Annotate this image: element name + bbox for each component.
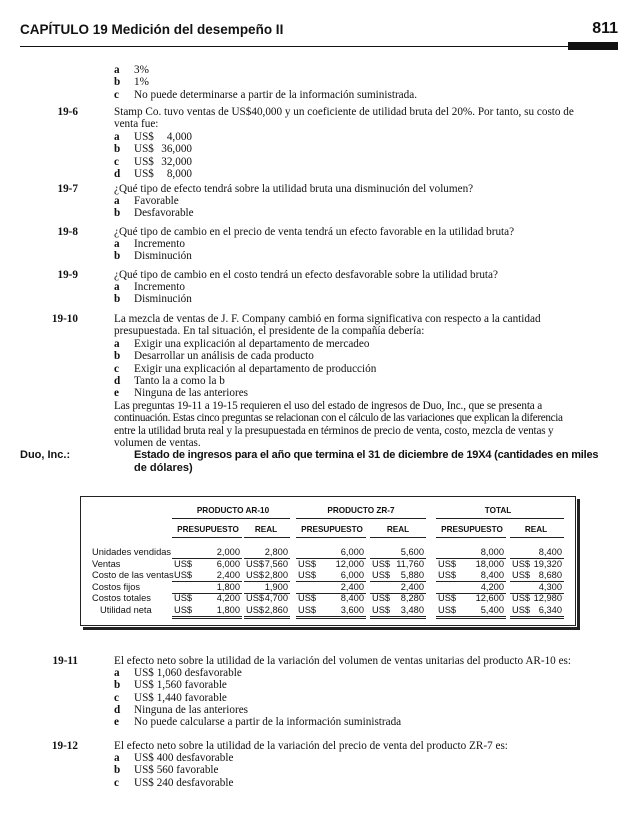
cell-currency: US$	[438, 605, 457, 615]
table-cell	[370, 593, 426, 604]
row-label: Ventas	[92, 559, 121, 569]
column-header: REAL	[524, 525, 548, 534]
table-cell	[510, 570, 564, 582]
question-text: ¿Qué tipo de cambio en el costo tendrá un efecto desfavorable sobre la utilidad bruta?	[114, 269, 498, 281]
option: b US$ 1,560 favorable	[114, 679, 227, 692]
option: a US$ 400 desfavorable	[114, 752, 234, 764]
q-prev-options	[114, 64, 574, 101]
group-rule	[436, 518, 564, 519]
table-cell	[244, 570, 290, 582]
cell-value: 6,000	[340, 570, 364, 580]
table-cell	[172, 559, 242, 570]
column-header: REAL	[386, 525, 410, 534]
cell-value: 3,600	[340, 605, 364, 615]
cell-value: 1,900	[264, 582, 288, 592]
group-rule	[296, 518, 426, 519]
cell-value: 2,000	[216, 547, 240, 557]
option: a Exigir una explicación al departamento de mercadeo	[114, 338, 370, 350]
question-number: 19-7	[57, 183, 78, 195]
cell-currency: US$	[298, 570, 317, 580]
cell-currency: US$	[512, 593, 531, 603]
table-cell	[172, 593, 242, 604]
question-number: 19-6	[57, 106, 78, 118]
cell-currency: US$	[174, 559, 193, 569]
table-cell	[510, 547, 564, 559]
table-cell	[296, 559, 366, 570]
cell-value: 7,560	[264, 559, 288, 569]
row-label: Costo de las ventas	[92, 570, 174, 580]
column-rule	[370, 537, 426, 538]
option: a US$ 1,060 desfavorable	[114, 667, 242, 679]
cell-currency: US$	[372, 593, 391, 603]
option: a Incremento	[114, 238, 185, 250]
q199-options	[114, 281, 574, 306]
table-cell	[436, 559, 506, 570]
option: b 1%	[114, 76, 149, 89]
table-cell	[510, 593, 564, 604]
cell-value: 4,200	[216, 593, 240, 603]
question-number: 19-10	[51, 313, 78, 325]
table-cell	[296, 593, 366, 604]
cell-value: 2,860	[264, 605, 288, 615]
cell-value: 6,000	[216, 559, 240, 569]
cell-currency: US$	[174, 593, 193, 603]
cell-currency: US$	[372, 605, 391, 615]
cell-currency: US$	[512, 559, 531, 569]
table-cell	[436, 570, 506, 582]
option: e No puede calcularse a partir de la información suministrada	[114, 716, 402, 729]
cell-currency: US$	[298, 593, 317, 603]
cell-value: 5,880	[400, 570, 424, 580]
option: c US$ 240 desfavorable	[114, 776, 234, 789]
cell-value: 6,000	[340, 547, 364, 557]
question-text: La mezcla de ventas de J. F. Company cambió en forma significativa con respecto a la cantidad presupuestada. En tal situación, el presidente de la compañía debería:	[114, 313, 541, 338]
question-number: 19-12	[51, 740, 78, 752]
cell-currency: US$	[438, 559, 457, 569]
table-cell	[370, 559, 426, 570]
cell-value: 4,200	[480, 582, 504, 592]
cell-currency: US$	[246, 605, 265, 615]
option: d Ninguna de las anteriores	[114, 703, 249, 716]
cell-currency: US$	[246, 570, 265, 580]
column-header: REAL	[254, 525, 278, 534]
table-cell	[436, 593, 506, 604]
table-cell	[172, 547, 242, 559]
table-cell	[370, 570, 426, 582]
table-cell	[172, 605, 242, 619]
table-cell	[370, 605, 426, 619]
page-header	[20, 18, 618, 46]
table-cell	[510, 605, 564, 619]
option: d Tanto la a como la b	[114, 374, 225, 387]
row-label: Costos fijos	[92, 582, 141, 592]
table-cell	[370, 547, 426, 559]
cell-value: 6,340	[538, 605, 562, 615]
cell-currency: US$	[174, 570, 193, 580]
chapter-heading	[20, 22, 283, 37]
table-cell	[244, 559, 290, 570]
question-text: El efecto neto sobre la utilidad de la variación del precio de venta del producto ZR-7 es:	[114, 740, 508, 752]
option: c Exigir una explicación al departamento de producción	[114, 362, 377, 375]
question-text: Stamp Co. tuvo ventas de US$40,000 y un coeficiente de utilidad bruta del 20%. Por tanto, su costo de venta fue:	[114, 106, 574, 131]
table-cell	[244, 605, 290, 619]
q1912-options	[114, 752, 574, 789]
cell-value: 8,680	[538, 570, 562, 580]
column-rule	[172, 537, 242, 538]
cell-value: 1,800	[216, 605, 240, 615]
cell-value: 5,400	[480, 605, 504, 615]
table-cell	[244, 547, 290, 559]
option: c US$ 1,440 favorable	[114, 691, 227, 704]
cell-value: 1,800	[216, 582, 240, 592]
chapter-prefix: CAPÍTULO 19	[20, 22, 108, 37]
option: c No puede determinarse a partir de la información suministrada.	[114, 88, 418, 101]
table-cell	[172, 570, 242, 582]
q1911-options	[114, 667, 574, 728]
cell-value: 8,000	[480, 547, 504, 557]
group-header: PRODUCTO ZR-7	[327, 506, 395, 515]
row-label: Utilidad neta	[100, 605, 152, 615]
question-number: 19-9	[57, 269, 78, 281]
option: c US$ 32,000	[114, 155, 192, 168]
question-number: 19-8	[57, 226, 78, 238]
q197-options	[114, 195, 574, 220]
option: b Disminución	[114, 250, 192, 263]
table-cell	[296, 547, 366, 559]
group-header: TOTAL	[484, 506, 512, 515]
cell-value: 8,400	[480, 570, 504, 580]
q196-options	[114, 131, 574, 180]
q198-options	[114, 238, 574, 263]
table-cell	[436, 547, 506, 559]
question-text: El efecto neto sobre la utilidad de la variación del volumen de ventas unitarias del producto AR-10 es:	[114, 655, 571, 667]
cell-value: 12,600	[475, 593, 504, 603]
column-header: PRESUPUESTO	[441, 525, 503, 534]
column-rule	[244, 537, 290, 538]
intro-paragraph: Las preguntas 19-11 a 19-15 requieren el uso del estado de ingresos de Duo, Inc., que se presenta a continuación. Estas cinco preguntas se relacionan con el cálculo de las variaciones que explican la diferencia entre la utilidad bruta real y la presupuestada en términos de precio de venta, costo, mezcla de ventas y volumen de ventas.	[114, 400, 563, 449]
cell-value: 2,400	[340, 582, 364, 592]
cell-currency: US$	[372, 570, 391, 580]
cell-value: 4,300	[538, 582, 562, 592]
column-rule	[510, 537, 564, 538]
row-label: Unidades vendidas	[92, 547, 172, 557]
option: b US$ 36,000	[114, 143, 192, 156]
option: a US$ 4,000	[114, 131, 192, 143]
cell-value: 5,600	[400, 547, 424, 557]
cell-currency: US$	[174, 605, 193, 615]
cell-currency: US$	[438, 570, 457, 580]
row-label: Costos totales	[92, 593, 151, 603]
column-rule	[436, 537, 506, 538]
table-cell	[296, 570, 366, 582]
cell-value: 2,800	[264, 547, 288, 557]
cell-currency: US$	[246, 559, 265, 569]
option: e Ninguna de las anteriores	[114, 387, 249, 400]
cell-value: 12,980	[533, 593, 562, 603]
cell-value: 8,400	[538, 547, 562, 557]
cell-value: 19,320	[533, 559, 562, 569]
column-header: PRESUPUESTO	[301, 525, 363, 534]
option: d US$ 8,000	[114, 167, 192, 180]
chapter-title: Medición del desempeño II	[111, 22, 284, 37]
cell-currency: US$	[512, 570, 531, 580]
cell-currency: US$	[512, 605, 531, 615]
cell-value: 2,800	[264, 570, 288, 580]
cell-value: 12,000	[335, 559, 364, 569]
cell-value: 2,400	[400, 582, 424, 592]
table-cell	[296, 605, 366, 619]
table-cell	[244, 593, 290, 604]
cell-value: 8,280	[400, 593, 424, 603]
option: b Disminución	[114, 293, 192, 306]
option: b Desfavorable	[114, 207, 194, 220]
cell-currency: US$	[438, 593, 457, 603]
cell-value: 2,400	[216, 570, 240, 580]
column-rule	[296, 537, 366, 538]
question-number: 19-11	[52, 655, 78, 667]
cell-currency: US$	[298, 559, 317, 569]
group-rule	[172, 518, 290, 519]
question-text: ¿Qué tipo de efecto tendrá sobre la utilidad bruta una disminución del volumen?	[114, 183, 474, 195]
page-number: 811	[592, 20, 618, 37]
cell-value: 18,000	[475, 559, 504, 569]
group-header: PRODUCTO AR-10	[196, 506, 270, 515]
table-cell	[436, 605, 506, 619]
statement-title: Estado de ingresos para el año que termina el 31 de diciembre de 19X4 (cantidades en miles de dólares)	[134, 449, 599, 474]
cell-value: 4,700	[264, 593, 288, 603]
column-header: PRESUPUESTO	[177, 525, 239, 534]
cell-currency: US$	[298, 605, 317, 615]
option: b US$ 560 favorable	[114, 764, 219, 777]
cell-value: 3,480	[400, 605, 424, 615]
option: a 3%	[114, 64, 149, 76]
company-label: Duo, Inc.:	[20, 449, 71, 461]
cell-currency: US$	[372, 559, 391, 569]
cell-currency: US$	[246, 593, 265, 603]
question-text: ¿Qué tipo de cambio en el precio de venta tendrá un efecto favorable en la utilidad bruta?	[114, 226, 515, 238]
cell-value: 11,760	[396, 559, 424, 569]
cell-value: 8,400	[340, 593, 364, 603]
q1910-options	[114, 338, 574, 399]
option: b Desarrollar un análisis de cada producto	[114, 350, 314, 363]
header-rule	[20, 46, 568, 47]
option: a Incremento	[114, 281, 185, 293]
option: a Favorable	[114, 195, 179, 207]
table-cell	[510, 559, 564, 570]
header-tab-block	[568, 42, 618, 50]
